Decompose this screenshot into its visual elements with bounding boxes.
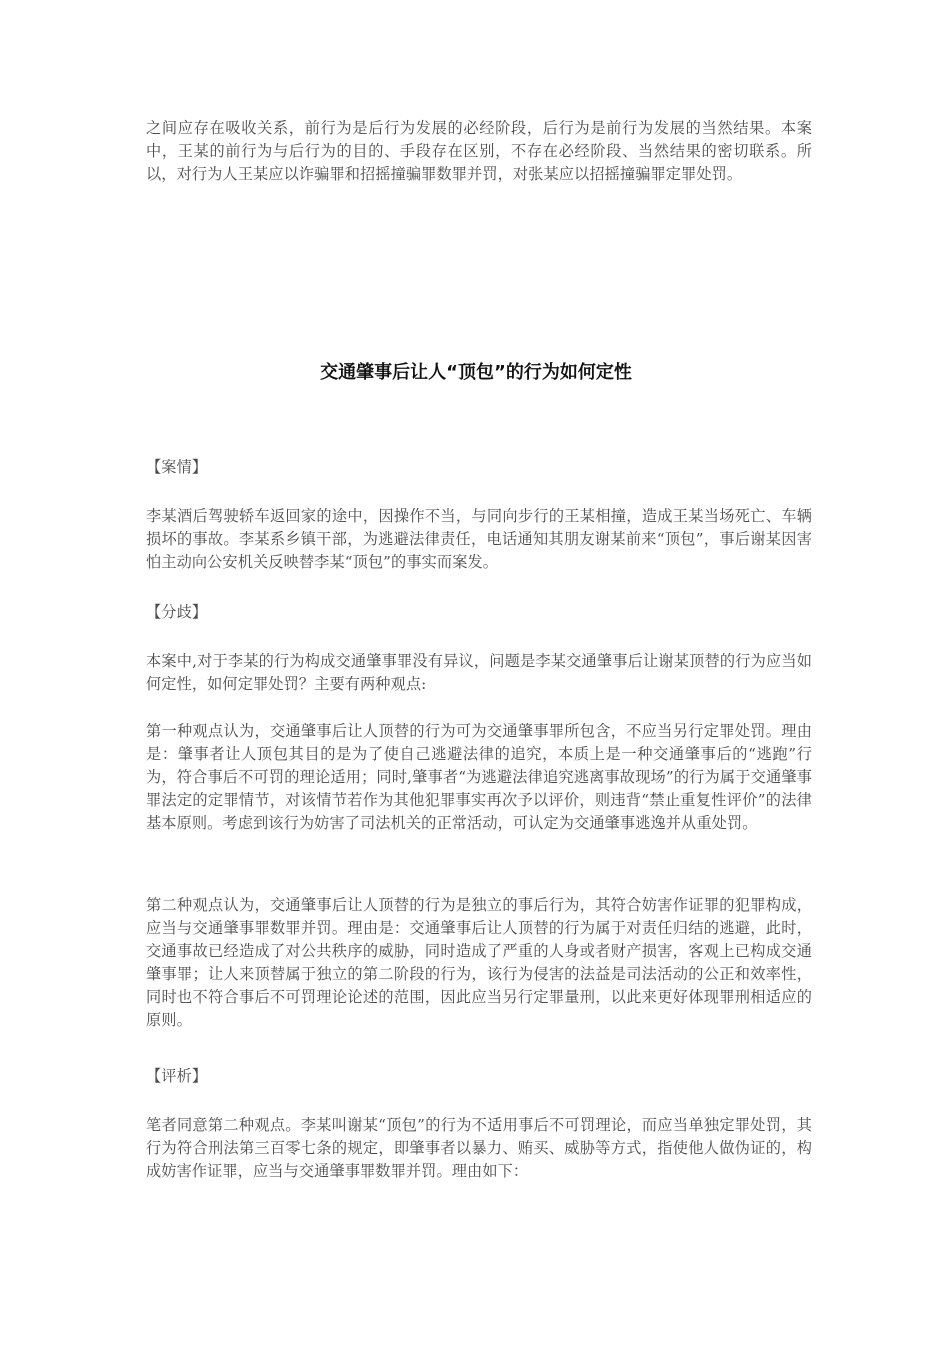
case-paragraph: 李某酒后驾驶轿车返回家的途中，因操作不当，与同向步行的王某相撞，造成王某当场死亡、车辆损坏的事故。李某系乡镇干部，为逃避法律责任，电话通知其朋友谢某前来“顶包”，事后谢某因害怕主动向公安机关反映替李某“顶包”的事实而案发。 [146,507,812,571]
dispute-heading: 【分歧】 [146,603,208,621]
analysis-paragraph: 笔者同意第二种观点。李某叫谢某“顶包”的行为不适用事后不可罚理论，而应当单独定罪处罚，其行为符合刑法第三百零七条的规定，即肇事者以暴力、贿买、威胁等方式，指使他人做伪证的，构成妨害作证罪，应当与交通肇事罪数罪并罚。理由如下： [146,1116,812,1180]
view-two-paragraph: 第二种观点认为，交通肇事后让人顶替的行为是独立的事后行为，其符合妨害作证罪的犯罪构成，应当与交通肇事罪数罪并罚。理由是：交通肇事后让人顶替的行为属于对责任归结的逃避，此时，交通事故已经造成了对公共秩序的威胁，同时造成了严重的人身或者财产损害，客观上已构成交通肇事罪；让人来顶替属于独立的第二阶段的行为，该行为侵害的法益是司法活动的公正和效率性，同时也不符合事后不可罚理论论述的范围，因此应当另行定罪量刑，以此来更好体现罪刑相适应的原则。 [146,896,812,1029]
analysis-heading: 【评析】 [146,1067,208,1085]
intro-paragraph: 之间应存在吸收关系，前行为是后行为发展的必经阶段，后行为是前行为发展的当然结果。本案中，王某的前行为与后行为的目的、手段存在区别，不存在必经阶段、当然结果的密切联系。所以，对行为人王某应以诈骗罪和招摇撞骗罪数罪并罚，对张某应以招摇撞骗罪定罪处罚。 [146,119,812,183]
dispute-paragraph: 本案中,对于李某的行为构成交通肇事罪没有异议，问题是李某交通肇事后让谢某顶替的行为应当如何定性，如何定罪处罚？主要有两种观点: [146,652,812,693]
article-title: 交通肇事后让人“顶包”的行为如何定性 [320,362,632,383]
case-heading: 【案情】 [146,458,208,476]
view-one-paragraph: 第一种观点认为，交通肇事后让人顶替的行为可为交通肇事罪所包含，不应当另行定罪处罚。理由是：肇事者让人顶包其目的是为了使自己逃避法律的追究，本质上是一种交通肇事后的“逃跑”行为，符合事后不可罚的理论适用；同时,肇事者“为逃避法律追究逃离事故现场”的行为属于交通肇事罪法定的定罪情节，对该情节若作为其他犯罪事实再次予以评价，则违背“禁止重复性评价”的法律基本原则。考虑到该行为妨害了司法机关的正常活动，可认定为交通肇事逃逸并从重处罚。 [146,722,812,832]
